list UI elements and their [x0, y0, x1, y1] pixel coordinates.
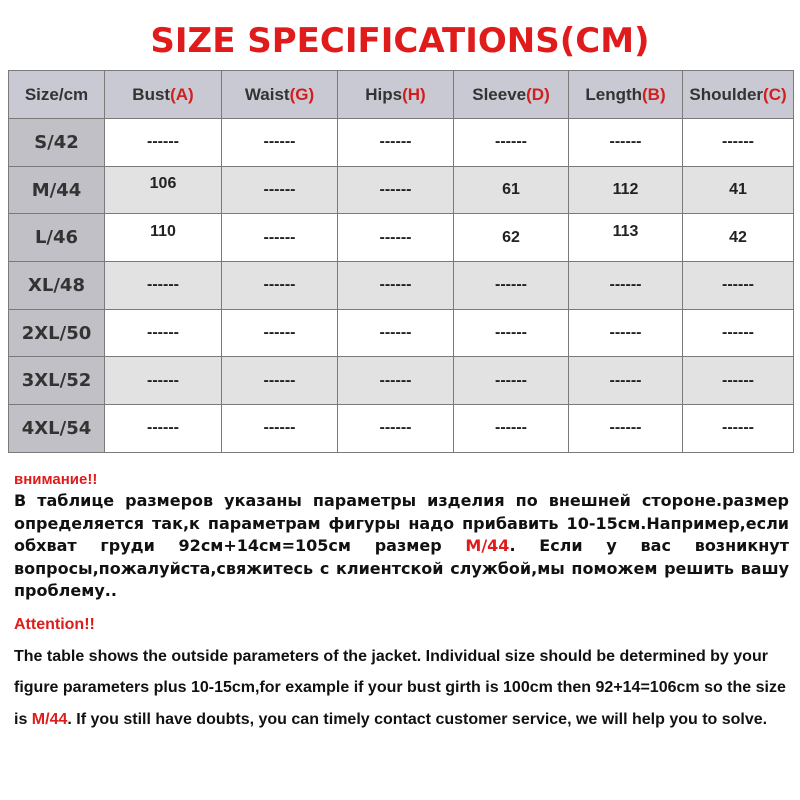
- cell-sleeve: ------: [454, 357, 569, 405]
- cell-hips: ------: [338, 309, 454, 357]
- cell-length: ------: [569, 357, 683, 405]
- table-row: [9, 405, 794, 453]
- cell-waist: ------: [222, 405, 338, 453]
- ru-attention-heading: внимание!!: [14, 471, 98, 488]
- cell-bust: ------: [105, 357, 222, 405]
- cell-waist: ------: [222, 357, 338, 405]
- cell-bust: ------: [105, 309, 222, 357]
- cell-waist: ------: [222, 119, 338, 167]
- cell-shoulder: ------: [683, 357, 794, 405]
- table-row: [9, 309, 794, 357]
- en-attention-text: The table shows the outside parameters of the jacket. Individual size should be determined by your figure parameters plus 10-15cm,for example if your bust girth is 100cm then 92+14=106cm so the size is M/44. If you still have doubts, you can timely contact customer service, we will help you to solve.: [14, 647, 786, 728]
- cell-bust: ------: [105, 119, 222, 167]
- header-waist: Waist(G): [222, 71, 338, 119]
- table-row: [9, 214, 794, 262]
- header-shoulder: Shoulder(C): [683, 71, 794, 119]
- cell-shoulder: ------: [683, 119, 794, 167]
- ru-size-highlight: M/44: [465, 536, 510, 555]
- header-sleeve: Sleeve(D): [454, 71, 569, 119]
- cell-hips: ------: [338, 357, 454, 405]
- cell-hips: ------: [338, 119, 454, 167]
- cell-sleeve: 62: [454, 214, 569, 262]
- header-length: Length(B): [569, 71, 683, 119]
- cell-hips: ------: [338, 262, 454, 310]
- row-size: 3XL/52: [9, 357, 105, 405]
- cell-shoulder: ------: [683, 309, 794, 357]
- cell-waist: ------: [222, 166, 338, 214]
- cell-sleeve: 61: [454, 166, 569, 214]
- cell-bust: ------: [105, 405, 222, 453]
- row-size: M/44: [9, 166, 105, 214]
- cell-waist: ------: [222, 309, 338, 357]
- cell-bust: 110: [105, 214, 222, 262]
- table-row: [9, 262, 794, 310]
- table-row: [9, 166, 794, 214]
- size-table: [8, 70, 794, 453]
- row-size: 4XL/54: [9, 405, 105, 453]
- table-row: [9, 357, 794, 405]
- cell-length: 112: [569, 166, 683, 214]
- cell-sleeve: ------: [454, 262, 569, 310]
- row-size: L/46: [9, 214, 105, 262]
- header-bust: Bust(A): [105, 71, 222, 119]
- cell-waist: ------: [222, 262, 338, 310]
- cell-bust: 106: [105, 166, 222, 214]
- row-size: 2XL/50: [9, 309, 105, 357]
- cell-length: ------: [569, 119, 683, 167]
- en-size-highlight: M/44: [31, 710, 68, 728]
- cell-length: ------: [569, 405, 683, 453]
- cell-bust: ------: [105, 262, 222, 310]
- cell-shoulder: 42: [683, 214, 794, 262]
- table-row: [9, 119, 794, 167]
- cell-sleeve: ------: [454, 405, 569, 453]
- cell-hips: ------: [338, 405, 454, 453]
- cell-length: ------: [569, 262, 683, 310]
- header-size: Size/cm: [9, 71, 105, 119]
- row-size: S/42: [9, 119, 105, 167]
- notes-section: [14, 470, 789, 735]
- cell-sleeve: ------: [454, 309, 569, 357]
- cell-sleeve: ------: [454, 119, 569, 167]
- cell-length: 113: [569, 214, 683, 262]
- en-attention-heading: Attention!!: [14, 615, 95, 633]
- table-header-row: [9, 71, 794, 119]
- cell-shoulder: 41: [683, 166, 794, 214]
- cell-hips: ------: [338, 166, 454, 214]
- cell-shoulder: ------: [683, 405, 794, 453]
- header-hips: Hips(H): [338, 71, 454, 119]
- cell-hips: ------: [338, 214, 454, 262]
- cell-length: ------: [569, 309, 683, 357]
- cell-waist: ------: [222, 214, 338, 262]
- page-title: SIZE SPECIFICATIONS(CM): [150, 21, 650, 61]
- ru-attention-text: В таблице размеров указаны параметры изделия по внешней стороне.размер определяется так,к параметрам фигуры надо прибавить 10-15см.Например,если обхват груди 92см+14см=105см размер M/44. Если у вас возникнут вопросы,пожалуйста,свяжитесь с клиентской службой,мы поможем решить вашу проблему..: [14, 491, 789, 600]
- cell-shoulder: ------: [683, 262, 794, 310]
- row-size: XL/48: [9, 262, 105, 310]
